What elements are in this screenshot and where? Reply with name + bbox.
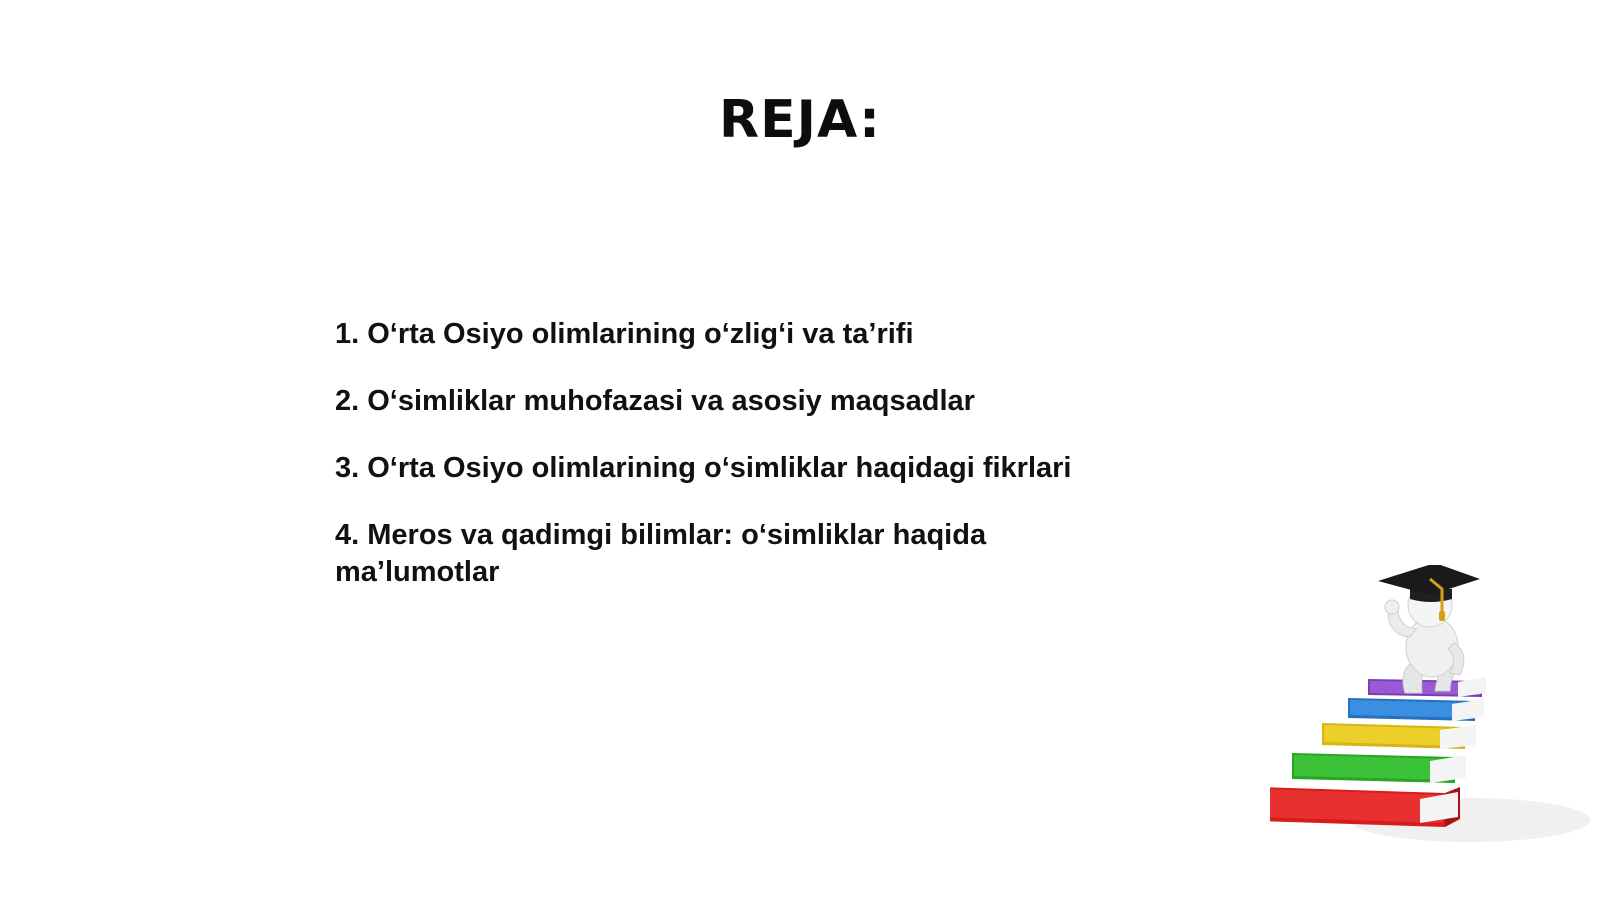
- purple-book-icon: [1368, 677, 1486, 697]
- blue-book-icon: [1348, 698, 1484, 721]
- graduate-on-books-icon: [1270, 565, 1590, 865]
- green-book-icon: [1292, 753, 1466, 783]
- plan-item-3: 3. O‘rta Osiyo olimlarining o‘simliklar haqidagi fikrlari: [335, 452, 1072, 484]
- slide-title: REJA:: [719, 90, 881, 150]
- plan-item-1: 1. O‘rta Osiyo olimlarining o‘zlig‘i va ta’rifi: [335, 318, 914, 350]
- plan-item-2: 2. O‘simliklar muhofazasi va asosiy maqsadlar: [335, 385, 975, 417]
- plan-list: [335, 316, 1135, 621]
- red-book-icon: [1270, 787, 1460, 827]
- plan-item-4: 4. Meros va qadimgi bilimlar: o‘simliklar haqida ma’lumotlar: [335, 519, 987, 588]
- yellow-book-icon: [1322, 723, 1476, 749]
